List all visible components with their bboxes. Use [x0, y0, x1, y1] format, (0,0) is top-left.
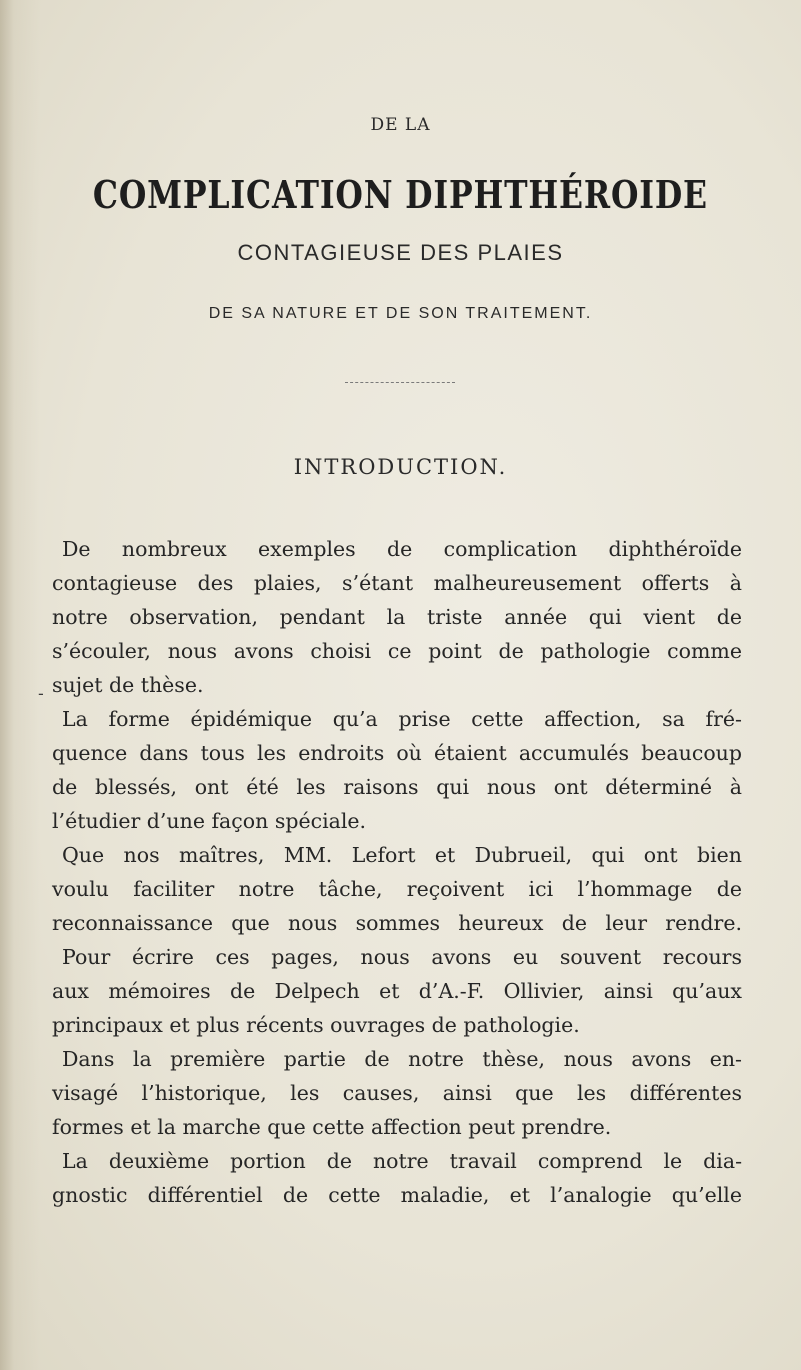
body-line: quence dans tous les endroits où étaient accumulés beaucoup	[52, 741, 742, 765]
divider-rule	[345, 382, 455, 383]
subtitle-secondary: DE SA NATURE ET DE SON TRAITEMENT.	[208, 305, 593, 322]
body-line: Dans la première partie de notre thèse, nous avons en-	[62, 1047, 742, 1071]
body-line: s’écouler, nous avons choisi ce point de pathologie comme	[52, 639, 742, 663]
body-line: formes et la marche que cette affection peut prendre.	[52, 1115, 612, 1139]
body-line: notre observation, pendant la triste année qui vient de	[52, 605, 742, 629]
margin-mark: -	[38, 684, 44, 703]
subtitle: CONTAGIEUSE DES PLAIES	[237, 240, 564, 265]
body-line: La deuxième portion de notre travail comprend le dia-	[62, 1149, 742, 1173]
pre-title: DE LA	[370, 115, 431, 135]
body-line: Que nos maîtres, MM. Lefort et Dubrueil, qui ont bien	[62, 843, 742, 867]
body-line: contagieuse des plaies, s’étant malheureusement offerts à	[52, 571, 742, 595]
body-line: de blessés, ont été les raisons qui nous ont déterminé à	[52, 775, 742, 799]
body-line: gnostic différentiel de cette maladie, et l’analogie qu’elle	[52, 1183, 742, 1207]
body-line: sujet de thèse.	[52, 673, 204, 697]
body-line: reconnaissance que nous sommes heureux de leur rendre.	[52, 911, 742, 935]
body-line: voulu faciliter notre tâche, reçoivent ici l’hommage de	[52, 877, 742, 901]
main-title: COMPLICATION DIPHTHÉROIDE	[92, 172, 708, 217]
body-line: Pour écrire ces pages, nous avons eu souvent recours	[62, 945, 742, 969]
section-heading: INTRODUCTION.	[293, 455, 508, 479]
body-line: aux mémoires de Delpech et d’A.-F. Ollivier, ainsi qu’aux	[52, 979, 742, 1003]
body-line: La forme épidémique qu’a prise cette affection, sa fré-	[62, 707, 742, 731]
body-line: l’étudier d’une façon spéciale.	[52, 809, 367, 833]
body-line: De nombreux exemples de complication diphthéroïde	[62, 537, 742, 561]
body-line: visagé l’historique, les causes, ainsi que les différentes	[52, 1081, 742, 1105]
body-line: principaux et plus récents ouvrages de pathologie.	[52, 1013, 580, 1037]
